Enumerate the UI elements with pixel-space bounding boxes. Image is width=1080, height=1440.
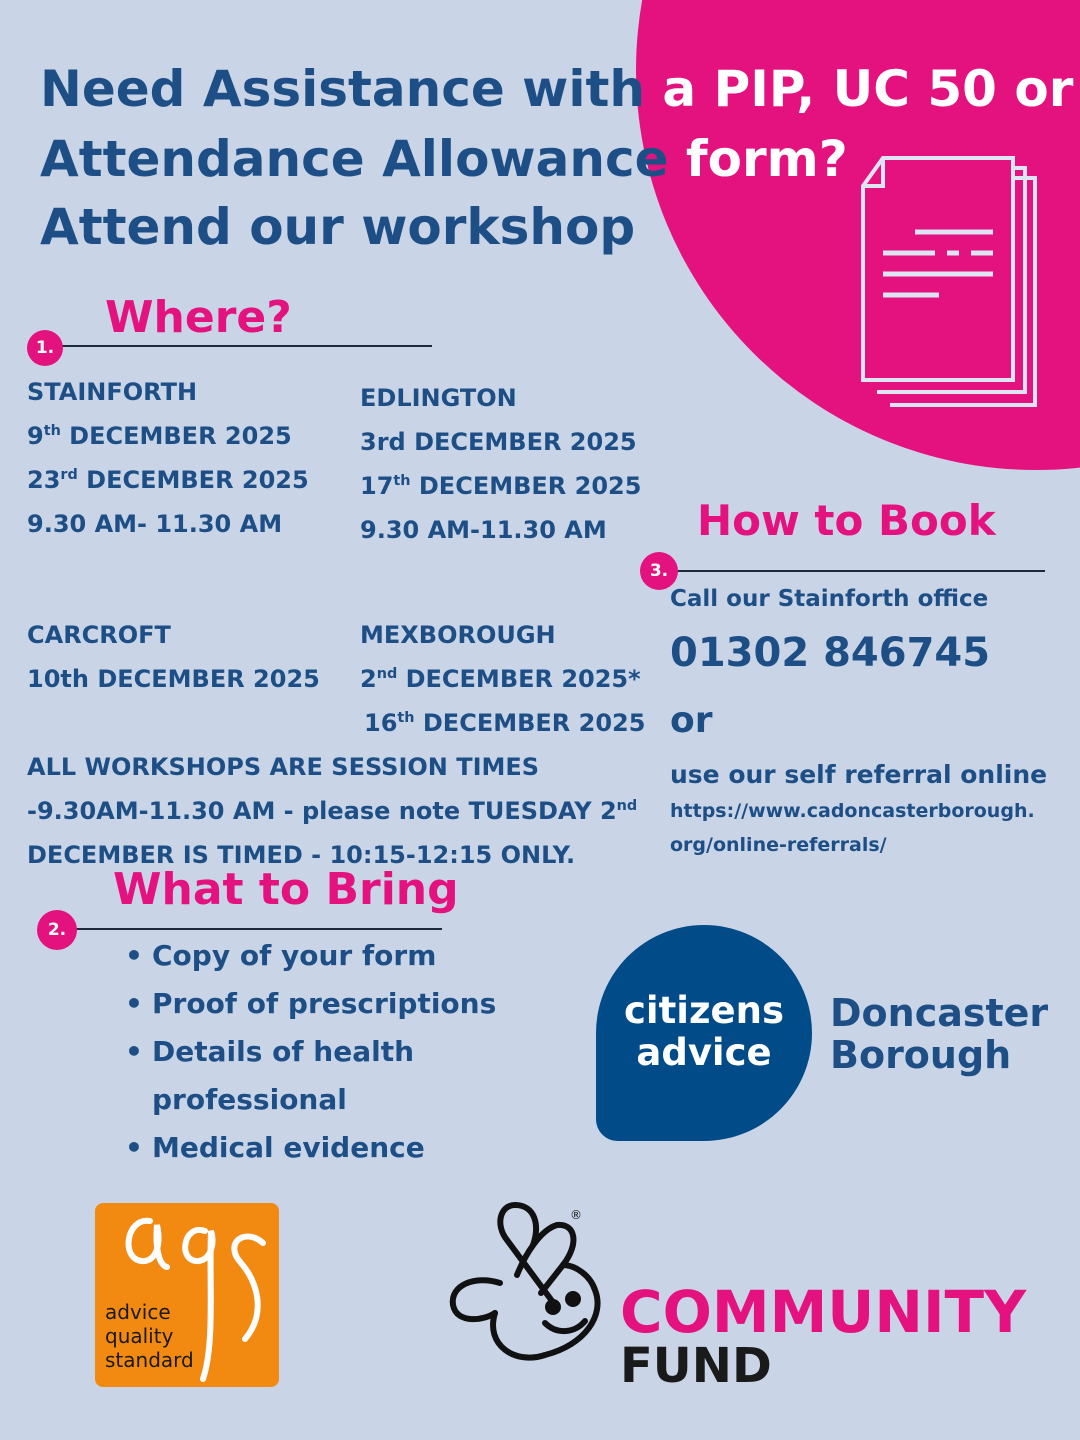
location-date	[27, 657, 320, 701]
location-date	[27, 414, 309, 458]
db-word: Borough	[830, 1033, 1012, 1077]
date-suffix: nd	[376, 666, 398, 682]
bring-rule	[70, 928, 442, 930]
bring-heading: What to Bring	[113, 864, 459, 915]
headline-line-2-navy: Attendance Allowance	[40, 130, 669, 188]
location-edlington	[360, 376, 641, 552]
note-line-3: DECEMBER IS TIMED - 10:15-12:15 ONLY.	[27, 841, 576, 869]
session-times-note	[27, 745, 637, 877]
location-date	[360, 464, 641, 508]
date-text: 2	[360, 665, 377, 693]
fund-word: FUND	[620, 1338, 772, 1394]
date-text: 3rd DECEMBER 2025	[360, 428, 637, 456]
location-name: MEXBOROUGH	[360, 621, 556, 649]
location-stainforth	[27, 370, 309, 546]
location-name: EDLINGTON	[360, 384, 517, 412]
time-text: 9.30 AM- 11.30 AM	[27, 510, 283, 538]
date-text: 10th DECEMBER 2025	[27, 665, 320, 693]
crossed-fingers-icon	[445, 1195, 615, 1365]
date-text: 17	[360, 472, 394, 500]
book-url-line-1[interactable]: https://www.cadoncasterborough.	[670, 800, 1035, 822]
date-suffix: rd	[60, 467, 78, 483]
note-line-2	[27, 789, 637, 833]
stacked-document-icon	[855, 150, 1055, 410]
note-line-1: ALL WORKSHOPS ARE SESSION TIMES	[27, 753, 540, 781]
headline-line-3: Attend our workshop	[40, 198, 636, 256]
location-date	[360, 657, 645, 701]
date-text: DECEMBER 2025	[77, 466, 309, 494]
date-suffix: th	[43, 423, 61, 439]
note-text: -9.30AM-11.30 AM - please note TUESDAY 2	[27, 797, 617, 825]
location-time	[27, 502, 309, 546]
where-heading: Where?	[105, 292, 292, 343]
location-mexborough	[360, 613, 645, 745]
location-date	[360, 420, 641, 464]
citizens-advice-logo-text	[596, 990, 812, 1074]
list-item: • Medical evidence	[125, 1124, 496, 1172]
book-rule	[660, 570, 1045, 572]
date-text: DECEMBER 2025	[410, 472, 642, 500]
where-rule	[60, 345, 432, 347]
location-carcroft	[27, 613, 320, 701]
community-word: COMMUNITY	[620, 1278, 1027, 1346]
doncaster-borough-text	[830, 992, 1048, 1076]
ca-word: citizens	[624, 989, 784, 1032]
location-name: STAINFORTH	[27, 378, 198, 406]
bring-badge: 2.	[37, 910, 77, 950]
book-badge: 3.	[640, 552, 678, 590]
ca-word: advice	[636, 1031, 772, 1074]
date-text: 23	[27, 466, 61, 494]
aqs-word: advice	[105, 1300, 171, 1324]
list-item: • Copy of your form	[125, 932, 496, 980]
list-item: • Details of health professional	[125, 1028, 452, 1124]
location-date	[360, 701, 645, 745]
book-or: or	[670, 700, 713, 741]
date-text: DECEMBER 2025	[414, 709, 646, 737]
registered-mark: ®	[570, 1208, 582, 1222]
list-item: • Proof of prescriptions	[125, 980, 496, 1028]
date-text: 16	[364, 709, 398, 737]
where-badge: 1.	[27, 330, 63, 366]
location-time	[360, 508, 641, 552]
date-text: DECEMBER 2025	[60, 422, 292, 450]
book-online-line: use our self referral online	[670, 760, 1048, 789]
aqs-word: quality	[105, 1324, 174, 1348]
headline-line-2-white: form?	[668, 130, 848, 188]
book-url-line-2[interactable]: org/online-referrals/	[670, 834, 887, 856]
book-phone[interactable]: 01302 846745	[670, 630, 991, 676]
note-suffix: nd	[616, 798, 638, 814]
db-word: Doncaster	[830, 991, 1049, 1035]
headline-line-1-navy: Need Assistance with	[40, 60, 663, 118]
headline-line-1	[40, 60, 1074, 118]
book-call-line: Call our Stainforth office	[670, 586, 989, 612]
date-text: 9	[27, 422, 44, 450]
aqs-word: standard	[105, 1348, 194, 1372]
date-suffix: th	[393, 473, 411, 489]
book-heading: How to Book	[697, 496, 996, 545]
location-name: CARCROFT	[27, 621, 171, 649]
bring-list	[125, 932, 496, 1172]
date-suffix: th	[397, 710, 415, 726]
date-text: DECEMBER 2025*	[397, 665, 641, 693]
time-text: 9.30 AM-11.30 AM	[360, 516, 607, 544]
aqs-words	[105, 1300, 194, 1372]
location-date	[27, 458, 309, 502]
headline-line-1-white: a PIP, UC 50 or	[662, 60, 1074, 118]
headline-line-2	[40, 130, 848, 188]
